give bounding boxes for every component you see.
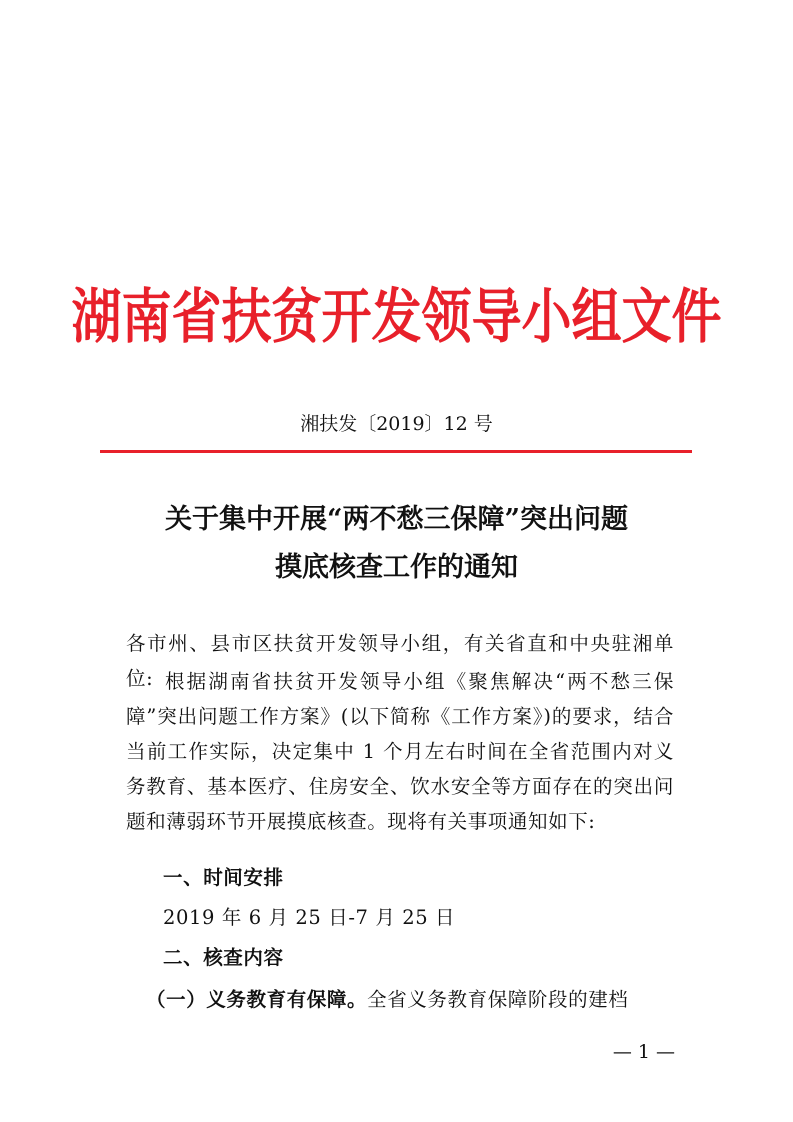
page-number: — 1 —: [612, 1041, 675, 1063]
section-2-heading: 二、核查内容: [163, 946, 284, 969]
section-1-dates: 2019 年 6 月 25 日-7 月 25 日: [163, 906, 456, 929]
document-title: [60, 496, 733, 592]
subsection-1-label: （一）义务教育有保障。: [146, 988, 368, 1011]
intro-paragraph: 根据湖南省扶贫开发领导小组《聚焦解决“两不愁三保障”突出问题工作方案》(以下简称《工作方案》)的要求，结合当前工作实际，决定集中 1 个月左右时间在全省范围内对义务教育、基本医疗、住房安全、饮水安全等方面存在的突出问题和薄弱环节开展摸底核查。现将有关事项通知如下:: [126, 670, 674, 833]
addressee-line: 各市州、县市区扶贫开发领导小组，有关省直和中央驻湘单位:: [126, 632, 674, 690]
subsection-1: [146, 982, 686, 1017]
document-title-line-2: 摸底核查工作的通知: [275, 552, 518, 583]
document-org-header: 湖南省扶贫开发领导小组文件: [71, 282, 722, 352]
document-title-line-1: 关于集中开展“两不愁三保障”突出问题: [164, 504, 629, 535]
section-1-heading: 一、时间安排: [163, 866, 284, 889]
subsection-1-text: 全省义务教育保障阶段的建档: [367, 988, 629, 1011]
document-number: 湘扶发〔2019〕12 号: [300, 413, 493, 435]
red-divider-line: [100, 450, 692, 453]
